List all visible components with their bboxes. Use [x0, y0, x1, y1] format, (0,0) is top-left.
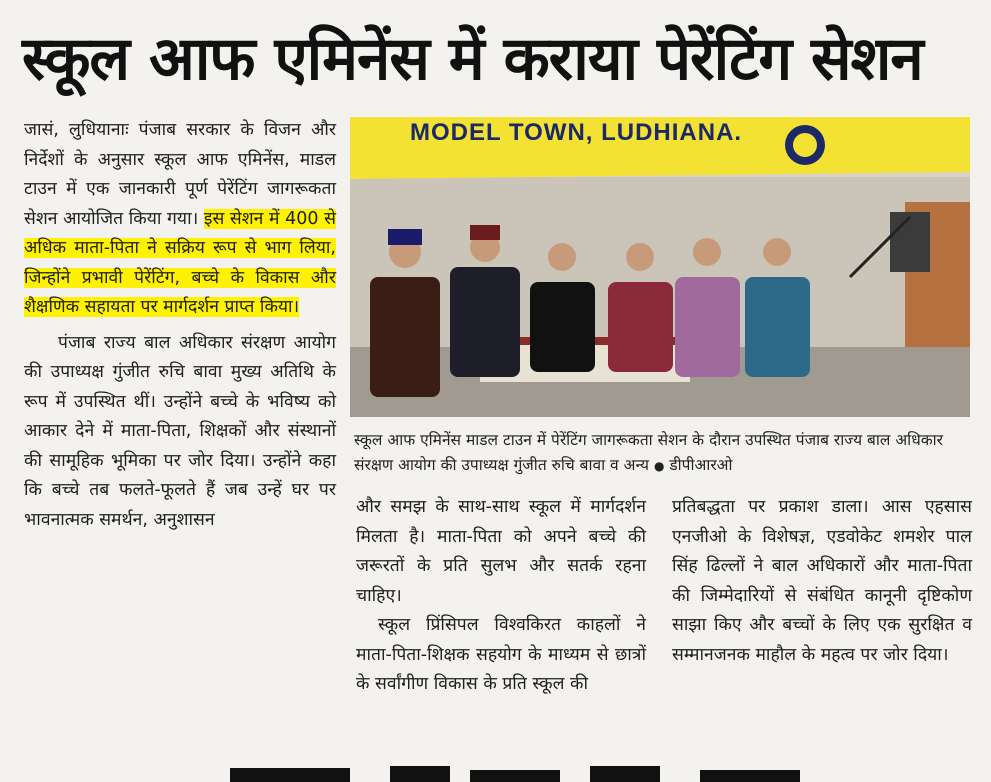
article-paragraph-4: स्कूल प्रिंसिपल विश्वकिरत काहलों ने माता-पिता-शिक्षक सहयोग के माध्यम से छात्रों के सर्वांगीण विकास के प्रति स्कूल की	[356, 615, 646, 694]
photo-caption	[354, 428, 974, 479]
article-column-1	[24, 116, 336, 535]
lead-text: जासं, लुधियानाः पंजाब सरकार के विजन और निर्देशों के अनुसार स्कूल आफ एमिनेंस, माडल टाउन में एक जानकारी पूर्ण पेरेंटिंग जागरूकता सेशन आयोजित किया गया।	[24, 120, 336, 229]
article-paragraph-1	[24, 116, 336, 323]
article-paragraph-3: और समझ के साथ-साथ स्कूल में मार्गदर्शन मिलता है। माता-पिता को अपने बच्चे की जरूरतों के प्रति सुलभ और सतर्क रहना चाहिए।	[356, 497, 646, 606]
photo-credit: डीपीआरओ	[669, 456, 733, 474]
article-column-3	[672, 493, 972, 670]
cut-off-text-shapes	[0, 760, 991, 782]
news-photo	[350, 117, 970, 417]
highlighted-text: इस सेशन में 400 से अधिक माता-पिता ने सक्रिय रूप से भाग लिया, जिन्होंने प्रभावी पेरेंटिंग, बच्चे के विकास और शैक्षणिक सहायता पर मार्गदर्शन प्राप्त किया।	[24, 208, 336, 317]
article-column-2	[356, 493, 646, 700]
article-paragraph-5: प्रतिबद्धता पर प्रकाश डाला। आस एहसास एनजीओ के विशेषज्ञ, एडवोकेट शमशेर पाल सिंह ढिल्लों ने बाल अधिकारों और माता-पिता की जिम्मेदारियों से संबंधित कानूनी दृष्टिकोण साझा किए और बच्चों के लिए एक सुरक्षित व सम्मानजनक माहौल के महत्व पर जोर दिया।	[672, 497, 972, 665]
banner-text: MODEL TOWN, LUDHIANA.	[410, 119, 743, 146]
bullet-icon: ●	[653, 459, 665, 473]
caption-text: स्कूल आफ एमिनेंस माडल टाउन में पेरेंटिंग जागरूकता सेशन के दौरान उपस्थित पंजाब राज्य बाल अधिकार संरक्षण आयोग की उपाध्यक्ष गुंजीत रुचि बावा व अन्य	[354, 431, 943, 474]
next-headline-fragment	[0, 760, 991, 782]
headline: स्कूल आफ एमिनेंस में कराया पेरेंटिंग सेशन	[22, 24, 923, 94]
article-paragraph-2: पंजाब राज्य बाल अधिकार संरक्षण आयोग की उपाध्यक्ष गुंजीत रुचि बावा मुख्य अतिथि के रूप में उपस्थित थीं। उन्होंने बच्चे के भविष्य को आकार देने में माता-पिता, शिक्षकों और संस्थानों की सामूहिक भूमिका पर जोर दिया। उन्होंने कहा कि बच्चे तब फलते-फूलते हैं जब उन्हें घर पर भावनात्मक समर्थन, अनुशासन	[24, 332, 336, 530]
photo-illustration	[350, 117, 970, 417]
